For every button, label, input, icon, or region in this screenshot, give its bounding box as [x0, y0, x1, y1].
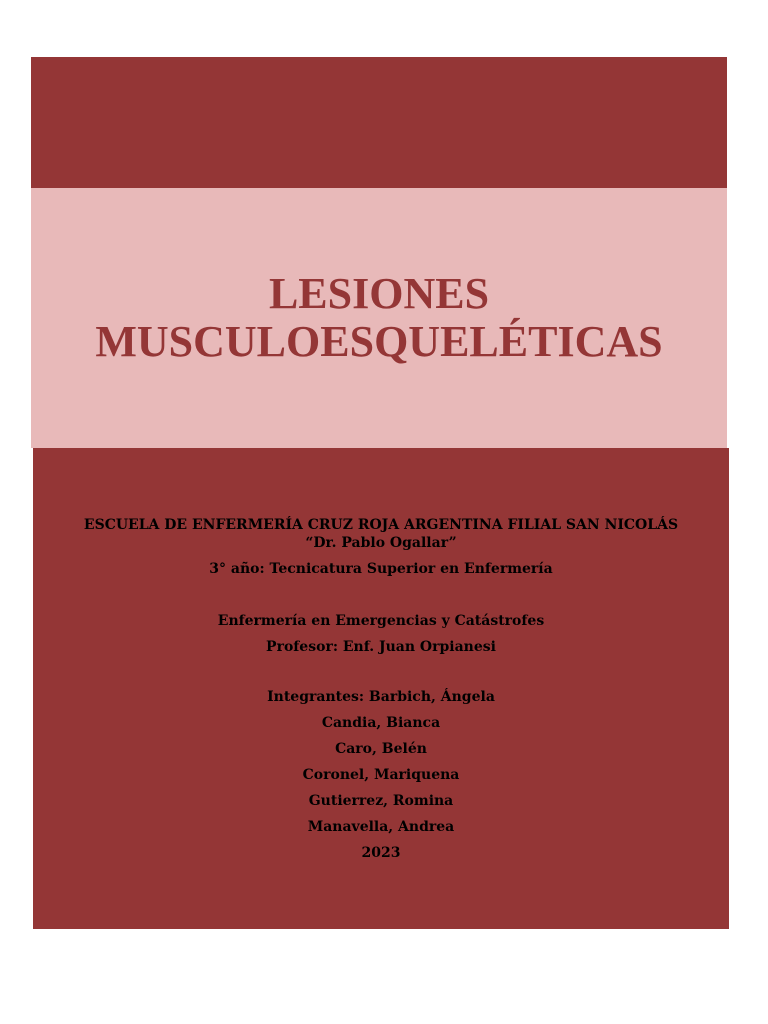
title-line-2: MUSCULOESQUELÉTICAS	[95, 317, 663, 366]
year-program: 3° año: Tecnicatura Superior en Enfermería	[209, 561, 553, 577]
top-color-band	[31, 57, 727, 188]
title-line-1: LESIONES	[268, 269, 490, 318]
professor-name: Profesor: Enf. Juan Orpianesi	[266, 639, 496, 655]
info-band	[33, 448, 729, 929]
member-name: Coronel, Mariquena	[302, 767, 460, 783]
subject-name: Enfermería en Emergencias y Catástrofes	[217, 613, 545, 629]
school-name: ESCUELA DE ENFERMERÍA CRUZ ROJA ARGENTINA FILIAL SAN NICOLÁS “Dr. Pablo Ogallar”	[83, 517, 679, 551]
title-band	[31, 188, 727, 448]
member-name: Manavella, Andrea	[307, 819, 455, 835]
cover-year: 2023	[361, 845, 401, 861]
member-name: Gutierrez, Romina	[308, 793, 454, 809]
members-heading: Integrantes: Barbich, Ángela	[267, 689, 495, 705]
member-name: Candia, Bianca	[321, 715, 441, 731]
member-name: Caro, Belén	[335, 741, 427, 757]
